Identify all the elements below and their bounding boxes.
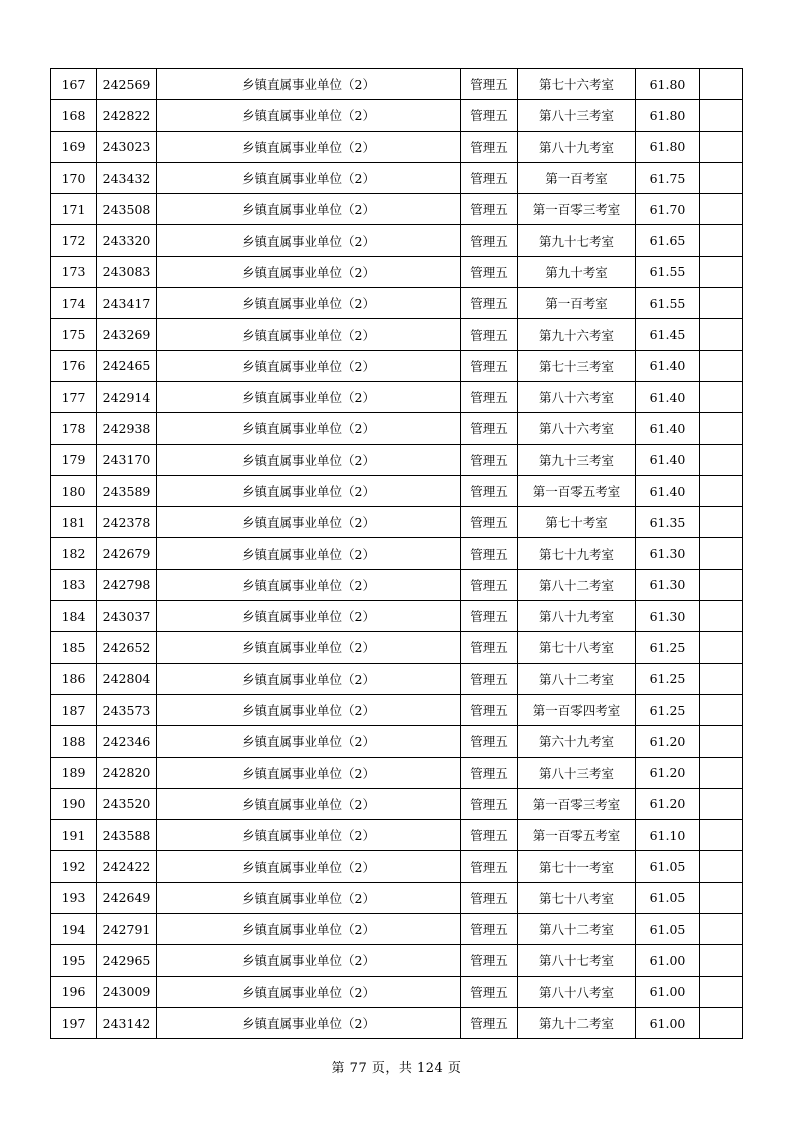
- exam-room-cell: 第一百零五考室: [518, 475, 636, 506]
- rank-cell: 174: [51, 288, 97, 319]
- remark-cell: [700, 757, 743, 788]
- remark-cell: [700, 507, 743, 538]
- remark-cell: [700, 444, 743, 475]
- position-cell: 乡镇直属事业单位（2）: [157, 475, 461, 506]
- table-row: [51, 882, 743, 913]
- exam-room-cell: 第七十八考室: [518, 632, 636, 663]
- score-cell: 61.20: [636, 757, 700, 788]
- exam-room-cell: 第九十二考室: [518, 1007, 636, 1038]
- position-cell: 乡镇直属事业单位（2）: [157, 162, 461, 193]
- exam-number-cell: 242649: [97, 882, 157, 913]
- remark-cell: [700, 694, 743, 725]
- post-code-cell: 管理五: [461, 757, 518, 788]
- score-cell: 61.25: [636, 632, 700, 663]
- exam-number-cell: 242820: [97, 757, 157, 788]
- rank-cell: 187: [51, 694, 97, 725]
- score-cell: 61.25: [636, 694, 700, 725]
- exam-room-cell: 第八十九考室: [518, 131, 636, 162]
- remark-cell: [700, 288, 743, 319]
- exam-room-cell: 第七十八考室: [518, 882, 636, 913]
- table-row: [51, 69, 743, 100]
- post-code-cell: 管理五: [461, 882, 518, 913]
- rank-cell: 185: [51, 632, 97, 663]
- exam-number-cell: 242914: [97, 381, 157, 412]
- score-cell: 61.00: [636, 945, 700, 976]
- rank-cell: 168: [51, 100, 97, 131]
- rank-cell: 182: [51, 538, 97, 569]
- score-cell: 61.40: [636, 350, 700, 381]
- exam-number-cell: 243508: [97, 194, 157, 225]
- rank-cell: 179: [51, 444, 97, 475]
- exam-room-cell: 第八十八考室: [518, 976, 636, 1007]
- rank-cell: 184: [51, 601, 97, 632]
- remark-cell: [700, 663, 743, 694]
- score-cell: 61.40: [636, 475, 700, 506]
- table-row: [51, 350, 743, 381]
- score-cell: 61.30: [636, 601, 700, 632]
- remark-cell: [700, 256, 743, 287]
- table-row: [51, 413, 743, 444]
- exam-number-cell: 242804: [97, 663, 157, 694]
- remark-cell: [700, 976, 743, 1007]
- position-cell: 乡镇直属事业单位（2）: [157, 288, 461, 319]
- table-row: [51, 663, 743, 694]
- exam-number-cell: 243589: [97, 475, 157, 506]
- exam-room-cell: 第八十九考室: [518, 601, 636, 632]
- page-footer: 第 77 页，共 124 页: [331, 1061, 462, 1076]
- exam-number-cell: 243432: [97, 162, 157, 193]
- score-cell: 61.20: [636, 726, 700, 757]
- rank-cell: 178: [51, 413, 97, 444]
- remark-cell: [700, 475, 743, 506]
- table-row: [51, 475, 743, 506]
- remark-cell: [700, 632, 743, 663]
- position-cell: 乡镇直属事业单位（2）: [157, 632, 461, 663]
- post-code-cell: 管理五: [461, 663, 518, 694]
- exam-number-cell: 242965: [97, 945, 157, 976]
- score-cell: 61.35: [636, 507, 700, 538]
- table-row: [51, 757, 743, 788]
- post-code-cell: 管理五: [461, 100, 518, 131]
- exam-number-cell: 243023: [97, 131, 157, 162]
- post-code-cell: 管理五: [461, 319, 518, 350]
- rank-cell: 193: [51, 882, 97, 913]
- position-cell: 乡镇直属事业单位（2）: [157, 945, 461, 976]
- score-cell: 61.80: [636, 100, 700, 131]
- rank-cell: 180: [51, 475, 97, 506]
- exam-number-cell: 243142: [97, 1007, 157, 1038]
- position-cell: 乡镇直属事业单位（2）: [157, 663, 461, 694]
- remark-cell: [700, 413, 743, 444]
- exam-room-cell: 第七十六考室: [518, 69, 636, 100]
- score-cell: 61.25: [636, 663, 700, 694]
- post-code-cell: 管理五: [461, 694, 518, 725]
- rank-cell: 191: [51, 820, 97, 851]
- table-row: [51, 601, 743, 632]
- rank-cell: 192: [51, 851, 97, 882]
- rank-cell: 190: [51, 788, 97, 819]
- table-row: [51, 507, 743, 538]
- remark-cell: [700, 225, 743, 256]
- position-cell: 乡镇直属事业单位（2）: [157, 194, 461, 225]
- table-row: [51, 788, 743, 819]
- post-code-cell: 管理五: [461, 538, 518, 569]
- rank-cell: 186: [51, 663, 97, 694]
- exam-room-cell: 第七十三考室: [518, 350, 636, 381]
- post-code-cell: 管理五: [461, 256, 518, 287]
- position-cell: 乡镇直属事业单位（2）: [157, 601, 461, 632]
- exam-room-cell: 第一百零四考室: [518, 694, 636, 725]
- rank-cell: 183: [51, 569, 97, 600]
- post-code-cell: 管理五: [461, 507, 518, 538]
- post-code-cell: 管理五: [461, 69, 518, 100]
- exam-room-cell: 第八十六考室: [518, 381, 636, 412]
- remark-cell: [700, 162, 743, 193]
- position-cell: 乡镇直属事业单位（2）: [157, 694, 461, 725]
- rank-cell: 171: [51, 194, 97, 225]
- rank-cell: 176: [51, 350, 97, 381]
- post-code-cell: 管理五: [461, 945, 518, 976]
- post-code-cell: 管理五: [461, 914, 518, 945]
- post-code-cell: 管理五: [461, 381, 518, 412]
- remark-cell: [700, 726, 743, 757]
- exam-number-cell: 243037: [97, 601, 157, 632]
- score-cell: 61.05: [636, 914, 700, 945]
- exam-room-cell: 第八十二考室: [518, 569, 636, 600]
- exam-number-cell: 242652: [97, 632, 157, 663]
- rank-cell: 181: [51, 507, 97, 538]
- rank-cell: 194: [51, 914, 97, 945]
- position-cell: 乡镇直属事业单位（2）: [157, 100, 461, 131]
- exam-room-cell: 第九十考室: [518, 256, 636, 287]
- exam-room-cell: 第一百考室: [518, 288, 636, 319]
- remark-cell: [700, 851, 743, 882]
- rank-cell: 173: [51, 256, 97, 287]
- score-cell: 61.70: [636, 194, 700, 225]
- post-code-cell: 管理五: [461, 851, 518, 882]
- position-cell: 乡镇直属事业单位（2）: [157, 914, 461, 945]
- table-row: [51, 945, 743, 976]
- exam-number-cell: 242822: [97, 100, 157, 131]
- remark-cell: [700, 131, 743, 162]
- exam-number-cell: 242798: [97, 569, 157, 600]
- table-body: [51, 69, 743, 1039]
- position-cell: 乡镇直属事业单位（2）: [157, 976, 461, 1007]
- score-cell: 61.40: [636, 444, 700, 475]
- post-code-cell: 管理五: [461, 162, 518, 193]
- remark-cell: [700, 820, 743, 851]
- score-cell: 61.80: [636, 69, 700, 100]
- exam-room-cell: 第一百零五考室: [518, 820, 636, 851]
- exam-room-cell: 第八十七考室: [518, 945, 636, 976]
- exam-room-cell: 第八十三考室: [518, 100, 636, 131]
- score-cell: 61.00: [636, 976, 700, 1007]
- position-cell: 乡镇直属事业单位（2）: [157, 538, 461, 569]
- table-row: [51, 381, 743, 412]
- exam-room-cell: 第七十一考室: [518, 851, 636, 882]
- exam-number-cell: 242569: [97, 69, 157, 100]
- table-row: [51, 976, 743, 1007]
- post-code-cell: 管理五: [461, 726, 518, 757]
- exam-number-cell: 242422: [97, 851, 157, 882]
- exam-room-cell: 第八十二考室: [518, 914, 636, 945]
- score-cell: 61.45: [636, 319, 700, 350]
- score-cell: 61.75: [636, 162, 700, 193]
- exam-number-cell: 242465: [97, 350, 157, 381]
- rank-cell: 177: [51, 381, 97, 412]
- score-cell: 61.55: [636, 256, 700, 287]
- table-row: [51, 256, 743, 287]
- exam-room-cell: 第九十三考室: [518, 444, 636, 475]
- table-row: [51, 288, 743, 319]
- post-code-cell: 管理五: [461, 475, 518, 506]
- score-cell: 61.30: [636, 569, 700, 600]
- score-cell: 61.40: [636, 413, 700, 444]
- score-cell: 61.30: [636, 538, 700, 569]
- table-row: [51, 820, 743, 851]
- remark-cell: [700, 788, 743, 819]
- remark-cell: [700, 601, 743, 632]
- exam-number-cell: 243320: [97, 225, 157, 256]
- remark-cell: [700, 194, 743, 225]
- position-cell: 乡镇直属事业单位（2）: [157, 569, 461, 600]
- score-cell: 61.55: [636, 288, 700, 319]
- exam-room-cell: 第九十七考室: [518, 225, 636, 256]
- table-row: [51, 131, 743, 162]
- position-cell: 乡镇直属事业单位（2）: [157, 1007, 461, 1038]
- table-row: [51, 569, 743, 600]
- exam-room-cell: 第八十二考室: [518, 663, 636, 694]
- exam-room-cell: 第一百考室: [518, 162, 636, 193]
- position-cell: 乡镇直属事业单位（2）: [157, 726, 461, 757]
- score-cell: 61.00: [636, 1007, 700, 1038]
- exam-number-cell: 243083: [97, 256, 157, 287]
- position-cell: 乡镇直属事业单位（2）: [157, 381, 461, 412]
- position-cell: 乡镇直属事业单位（2）: [157, 882, 461, 913]
- table-row: [51, 162, 743, 193]
- position-cell: 乡镇直属事业单位（2）: [157, 444, 461, 475]
- post-code-cell: 管理五: [461, 632, 518, 663]
- exam-number-cell: 242791: [97, 914, 157, 945]
- table-row: [51, 538, 743, 569]
- remark-cell: [700, 882, 743, 913]
- table-row: [51, 100, 743, 131]
- position-cell: 乡镇直属事业单位（2）: [157, 820, 461, 851]
- remark-cell: [700, 350, 743, 381]
- post-code-cell: 管理五: [461, 601, 518, 632]
- remark-cell: [700, 319, 743, 350]
- table-row: [51, 225, 743, 256]
- score-cell: 61.05: [636, 851, 700, 882]
- rank-cell: 189: [51, 757, 97, 788]
- table-row: [51, 194, 743, 225]
- table-row: [51, 726, 743, 757]
- position-cell: 乡镇直属事业单位（2）: [157, 507, 461, 538]
- exam-room-cell: 第八十三考室: [518, 757, 636, 788]
- score-cell: 61.05: [636, 882, 700, 913]
- post-code-cell: 管理五: [461, 976, 518, 1007]
- post-code-cell: 管理五: [461, 350, 518, 381]
- exam-room-cell: 第一百零三考室: [518, 788, 636, 819]
- exam-number-cell: 243009: [97, 976, 157, 1007]
- exam-number-cell: 243520: [97, 788, 157, 819]
- remark-cell: [700, 538, 743, 569]
- remark-cell: [700, 100, 743, 131]
- exam-room-cell: 第九十六考室: [518, 319, 636, 350]
- post-code-cell: 管理五: [461, 225, 518, 256]
- rank-cell: 172: [51, 225, 97, 256]
- post-code-cell: 管理五: [461, 444, 518, 475]
- score-cell: 61.65: [636, 225, 700, 256]
- exam-number-cell: 243573: [97, 694, 157, 725]
- post-code-cell: 管理五: [461, 820, 518, 851]
- remark-cell: [700, 381, 743, 412]
- post-code-cell: 管理五: [461, 788, 518, 819]
- exam-number-cell: 243170: [97, 444, 157, 475]
- post-code-cell: 管理五: [461, 131, 518, 162]
- exam-number-cell: 242938: [97, 413, 157, 444]
- exam-number-cell: 242679: [97, 538, 157, 569]
- post-code-cell: 管理五: [461, 413, 518, 444]
- position-cell: 乡镇直属事业单位（2）: [157, 350, 461, 381]
- rank-cell: 188: [51, 726, 97, 757]
- exam-number-cell: 242346: [97, 726, 157, 757]
- score-cell: 61.40: [636, 381, 700, 412]
- exam-number-cell: 243417: [97, 288, 157, 319]
- position-cell: 乡镇直属事业单位（2）: [157, 69, 461, 100]
- post-code-cell: 管理五: [461, 569, 518, 600]
- position-cell: 乡镇直属事业单位（2）: [157, 256, 461, 287]
- remark-cell: [700, 69, 743, 100]
- rank-cell: 170: [51, 162, 97, 193]
- table-row: [51, 1007, 743, 1038]
- score-cell: 61.20: [636, 788, 700, 819]
- rank-cell: 175: [51, 319, 97, 350]
- table-row: [51, 632, 743, 663]
- table-row: [51, 694, 743, 725]
- post-code-cell: 管理五: [461, 194, 518, 225]
- exam-number-cell: 242378: [97, 507, 157, 538]
- table-row: [51, 319, 743, 350]
- position-cell: 乡镇直属事业单位（2）: [157, 851, 461, 882]
- exam-room-cell: 第七十九考室: [518, 538, 636, 569]
- exam-room-cell: 第八十六考室: [518, 413, 636, 444]
- rank-cell: 196: [51, 976, 97, 1007]
- rank-cell: 169: [51, 131, 97, 162]
- position-cell: 乡镇直属事业单位（2）: [157, 788, 461, 819]
- position-cell: 乡镇直属事业单位（2）: [157, 413, 461, 444]
- post-code-cell: 管理五: [461, 1007, 518, 1038]
- position-cell: 乡镇直属事业单位（2）: [157, 319, 461, 350]
- table-row: [51, 914, 743, 945]
- results-table: [50, 68, 743, 1039]
- exam-number-cell: 243588: [97, 820, 157, 851]
- remark-cell: [700, 945, 743, 976]
- exam-number-cell: 243269: [97, 319, 157, 350]
- position-cell: 乡镇直属事业单位（2）: [157, 225, 461, 256]
- score-cell: 61.10: [636, 820, 700, 851]
- remark-cell: [700, 569, 743, 600]
- exam-room-cell: 第一百零三考室: [518, 194, 636, 225]
- score-cell: 61.80: [636, 131, 700, 162]
- position-cell: 乡镇直属事业单位（2）: [157, 757, 461, 788]
- table-row: [51, 444, 743, 475]
- post-code-cell: 管理五: [461, 288, 518, 319]
- table-row: [51, 851, 743, 882]
- exam-room-cell: 第六十九考室: [518, 726, 636, 757]
- remark-cell: [700, 1007, 743, 1038]
- position-cell: 乡镇直属事业单位（2）: [157, 131, 461, 162]
- rank-cell: 167: [51, 69, 97, 100]
- exam-room-cell: 第七十考室: [518, 507, 636, 538]
- rank-cell: 197: [51, 1007, 97, 1038]
- remark-cell: [700, 914, 743, 945]
- rank-cell: 195: [51, 945, 97, 976]
